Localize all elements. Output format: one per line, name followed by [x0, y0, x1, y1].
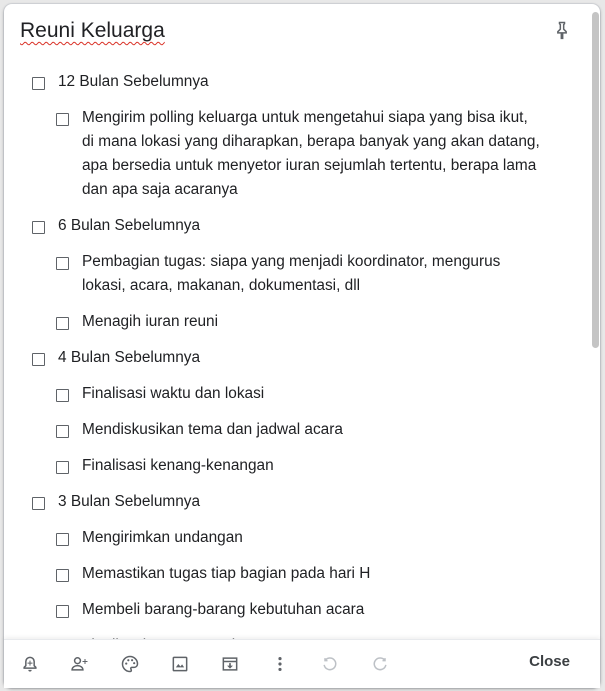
- archive-icon[interactable]: [220, 654, 240, 674]
- checkbox[interactable]: [56, 425, 69, 438]
- list-item-label[interactable]: Mengirimkan undangan: [82, 529, 243, 546]
- note-editor: [4, 4, 600, 688]
- list-item[interactable]: [56, 386, 542, 406]
- checkbox[interactable]: [56, 569, 69, 582]
- list-item[interactable]: [56, 602, 542, 622]
- checkbox[interactable]: [56, 317, 69, 330]
- checkbox[interactable]: [32, 221, 45, 234]
- checkbox[interactable]: [32, 77, 45, 90]
- checkbox[interactable]: [32, 497, 45, 510]
- list-item-label[interactable]: 12 Bulan Sebelumnya: [58, 73, 209, 90]
- list-item-label[interactable]: Finalisasi kenang-kenangan: [82, 457, 274, 474]
- note-title[interactable]: Reuni Keluarga: [20, 19, 165, 42]
- list-item[interactable]: [56, 422, 542, 442]
- list-item[interactable]: [32, 350, 558, 370]
- checkbox[interactable]: [56, 257, 69, 270]
- close-button[interactable]: Close: [529, 653, 570, 670]
- scrollbar[interactable]: [591, 8, 600, 640]
- list-item-label[interactable]: Memastikan tugas tiap bagian pada hari H: [82, 565, 371, 582]
- list-item-label[interactable]: 6 Bulan Sebelumnya: [58, 217, 201, 234]
- checklist[interactable]: [4, 60, 600, 640]
- collaborator-icon[interactable]: [70, 654, 90, 674]
- checkbox[interactable]: [56, 461, 69, 474]
- list-item-label[interactable]: Menagih iuran reuni: [82, 313, 219, 330]
- more-icon[interactable]: [270, 654, 290, 674]
- checkbox[interactable]: [56, 389, 69, 402]
- list-item[interactable]: [56, 530, 542, 550]
- palette-icon[interactable]: [120, 654, 140, 674]
- checkbox[interactable]: [56, 533, 69, 546]
- scrollbar-thumb[interactable]: [592, 12, 599, 348]
- note-toolbar: [4, 639, 600, 688]
- list-item-label[interactable]: 3 Bulan Sebelumnya: [58, 493, 201, 510]
- list-item-label[interactable]: Finalisasi waktu dan lokasi: [82, 385, 265, 402]
- list-item[interactable]: [56, 566, 542, 586]
- list-item[interactable]: [32, 74, 558, 94]
- list-item-label[interactable]: Pembagian tugas: siapa yang menjadi koordinator, mengurus lokasi, acara, makanan, dokumentasi, dll: [82, 253, 501, 294]
- image-icon[interactable]: [170, 654, 190, 674]
- remind-me-icon[interactable]: [20, 654, 40, 674]
- undo-icon[interactable]: [320, 654, 340, 674]
- checkbox[interactable]: [32, 353, 45, 366]
- list-item[interactable]: [56, 254, 542, 298]
- list-item-label[interactable]: Mendiskusikan tema dan jadwal acara: [82, 421, 343, 438]
- list-item[interactable]: [32, 218, 558, 238]
- list-item[interactable]: [56, 314, 542, 334]
- list-item[interactable]: [32, 494, 558, 514]
- list-item-label[interactable]: Mengirim polling keluarga untuk mengetahui siapa yang bisa ikut, di mana lokasi yang diharapkan, berapa banyak yang akan datang, apa bersedia untuk menyetor iuran sejumlah tertentu, berapa lama dan apa saja acaranya: [82, 109, 540, 198]
- redo-icon[interactable]: [370, 654, 390, 674]
- checkbox[interactable]: [56, 605, 69, 618]
- list-item[interactable]: [56, 458, 542, 478]
- pin-icon[interactable]: [552, 20, 572, 40]
- list-item-label[interactable]: 4 Bulan Sebelumnya: [58, 349, 201, 366]
- list-item[interactable]: [56, 110, 542, 202]
- list-item-label[interactable]: Membeli barang-barang kebutuhan acara: [82, 601, 365, 618]
- checkbox[interactable]: [56, 113, 69, 126]
